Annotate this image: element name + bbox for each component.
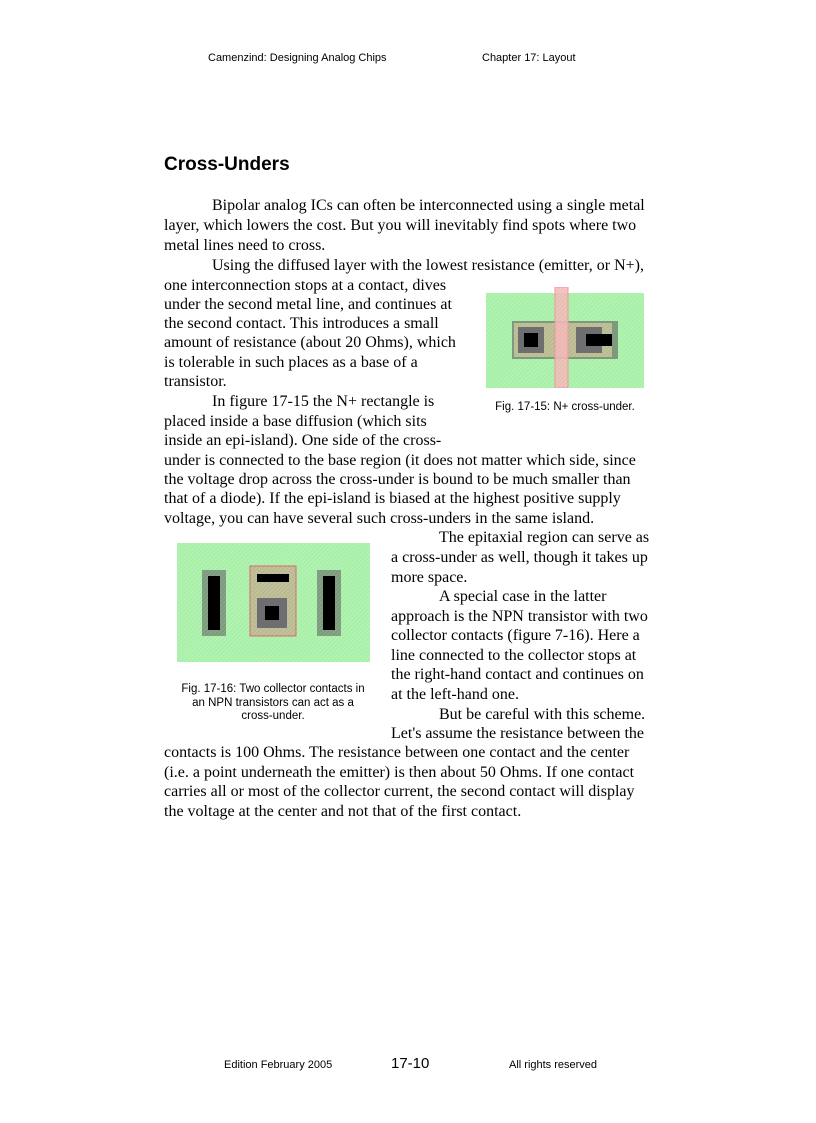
contact-left <box>524 333 538 347</box>
body-line: inside an epi-island). One side of the cross- <box>164 432 442 449</box>
figure-17-15-layout <box>486 287 644 388</box>
body-line: voltage, you can have several such cross-unders in the same island. <box>164 510 595 527</box>
running-header-left: Camenzind: Designing Analog Chips <box>208 52 387 64</box>
body-line: a cross-under as well, though it takes up <box>391 549 648 566</box>
figure-17-16-layout <box>177 543 370 662</box>
body-line: under is connected to the base region (it does not matter which side, since <box>164 452 636 469</box>
body-line: one interconnection stops at a contact, dives <box>164 277 447 294</box>
body-line: approach is the NPN transistor with two <box>391 608 648 625</box>
figure-17-15-caption: Fig. 17-15: N+ cross-under. <box>495 401 635 413</box>
page-number: 17-10 <box>391 1055 430 1072</box>
body-line: layer, which lowers the cost. But you will inevitably find spots where two <box>164 217 637 234</box>
body-line: collector contacts (figure 7-16). Here a <box>391 627 640 644</box>
base-contact <box>257 574 289 582</box>
collector-contact-left <box>208 576 220 630</box>
body-line: under the second metal line, and continues at <box>164 296 452 313</box>
body-line: Bipolar analog ICs can often be interconnected using a single metal <box>212 197 645 214</box>
caption-line: cross-under. <box>241 710 305 722</box>
caption-line: Fig. 17-16: Two collector contacts in <box>181 683 365 695</box>
body-line: transistor. <box>164 373 227 390</box>
body-line: at the left-hand one. <box>391 686 519 703</box>
footer-edition: Edition February 2005 <box>224 1059 333 1071</box>
body-line: the right-hand contact and continues on <box>391 666 644 683</box>
body-line: line connected to the collector stops at <box>391 647 637 664</box>
crossing-metal-line <box>555 287 568 388</box>
body-line: But be careful with this scheme. <box>439 706 646 723</box>
section-title: Cross-Unders <box>164 154 290 175</box>
body-line: placed inside a base diffusion (which sits <box>164 413 427 430</box>
body-line: is tolerable in such places as a base of a <box>164 354 418 371</box>
body-line: (i.e. a point underneath the emitter) is then about 50 Ohms. If one contact <box>164 764 635 781</box>
body-line: carries all or most of the collector current, the second contact will display <box>164 783 635 800</box>
running-header-right: Chapter 17: Layout <box>482 52 576 64</box>
body-line: The epitaxial region can serve as <box>439 529 650 546</box>
body-line: metal lines need to cross. <box>164 237 326 254</box>
body-line: the voltage at the center and not that of the first contact. <box>164 803 522 820</box>
body-line: Using the diffused layer with the lowest resistance (emitter, or N+), <box>212 257 644 274</box>
body-line: more space. <box>391 569 468 586</box>
contact-right <box>586 334 612 346</box>
body-line: the voltage drop across the cross-under is bound to be much smaller than <box>164 471 631 488</box>
collector-contact-right <box>323 576 335 630</box>
body-line: contacts is 100 Ohms. The resistance between one contact and the center <box>164 744 630 761</box>
body-line: Let's assume the resistance between the <box>391 725 645 742</box>
body-line: that of a diode). If the epi-island is biased at the highest positive supply <box>164 490 621 507</box>
emitter-contact <box>265 606 279 620</box>
body-line: amount of resistance (about 20 Ohms), which <box>164 334 456 351</box>
body-line: the second contact. This introduces a small <box>164 315 439 332</box>
footer-rights: All rights reserved <box>509 1059 598 1071</box>
body-line: In figure 17-15 the N+ rectangle is <box>212 393 435 410</box>
caption-line: an NPN transistors can act as a <box>192 696 354 709</box>
figure-17-16-caption <box>166 683 380 724</box>
body-line: A special case in the latter <box>439 588 607 605</box>
